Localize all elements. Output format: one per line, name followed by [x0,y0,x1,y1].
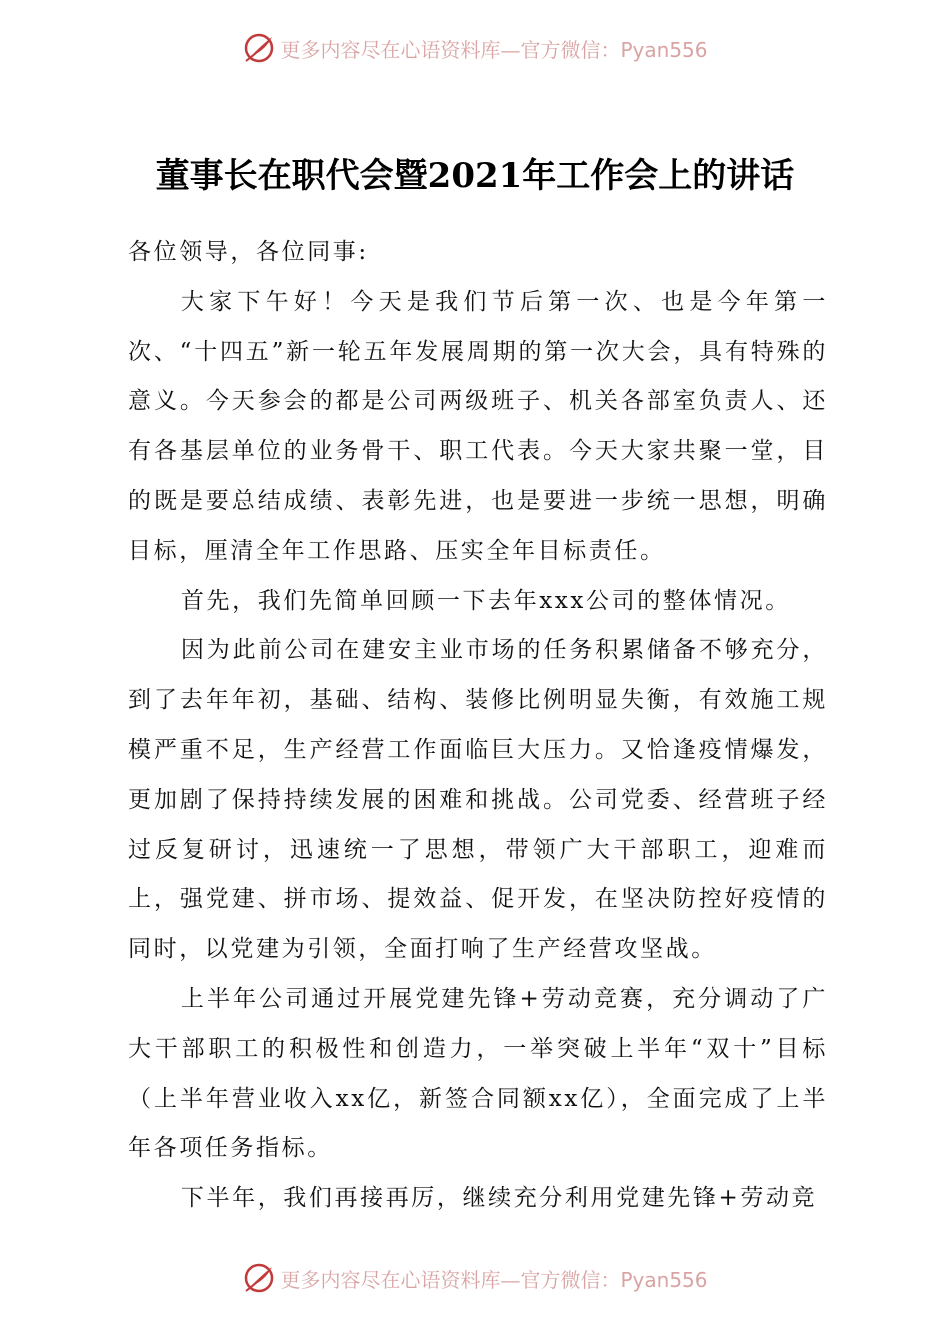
footer-banner-text [280,1264,707,1293]
paragraph-2: 首先，我们先简单回顾一下去年xxx公司的整体情况。 [180,587,791,614]
footer-banner-wechat: Pyan556 [620,1267,708,1292]
paragraph-1: 大家下午好！今天是我们节后第一次、也是今年第一次、“十四五”新一轮五年发展周期的第一次大会，具有特殊的意义。今天参会的都是公司两级班子、机关各部室负责人、还有各基层单位的业务骨干、职工代表。今天大家共聚一堂，目的既是要总结成绩、表彰先进，也是要进一步统一思想，明确目标，厘清全年工作思路、压实全年目标责任。 [128,288,828,564]
header-banner-text [280,34,707,63]
header-banner-wechat: Pyan556 [620,37,708,62]
paragraph-4: 上半年公司通过开展党建先锋+劳动竞赛，充分调动了广大干部职工的积极性和创造力，一举突破上半年“双十”目标（上半年营业收入xx亿，新签合同额xx亿），全面完成了上半年各项任务指标。 [128,985,828,1162]
feather-pen-logo-icon [242,1261,276,1295]
document-title: 董事长在职代会暨2021年工作会上的讲话 [155,156,795,196]
paragraph-5: 下半年，我们再接再厉，继续充分利用党建先锋+劳动竞 [180,1185,818,1212]
salutation: 各位领导，各位同事: [128,239,369,265]
document-body [128,228,828,1224]
footer-banner-label: 更多内容尽在心语资料库—官方微信： [280,1267,621,1292]
header-banner [0,28,950,68]
paragraph-3: 因为此前公司在建安主业市场的任务积累储备不够充分，到了去年年初，基础、结构、装修比例明显失衡，有效施工规模严重不足，生产经营工作面临巨大压力。又恰逢疫情爆发，更加剧了保持持续发展的困难和挑战。公司党委、经营班子经过反复研讨，迅速统一了思想，带领广大干部职工，迎难而上，强党建、拼市场、提效益、促开发，在坚决防控好疫情的同时，以党建为引领，全面打响了生产经营攻坚战。 [128,637,828,963]
header-banner-label: 更多内容尽在心语资料库—官方微信： [280,37,621,62]
feather-pen-logo-icon [242,31,276,65]
footer-banner [0,1258,950,1298]
